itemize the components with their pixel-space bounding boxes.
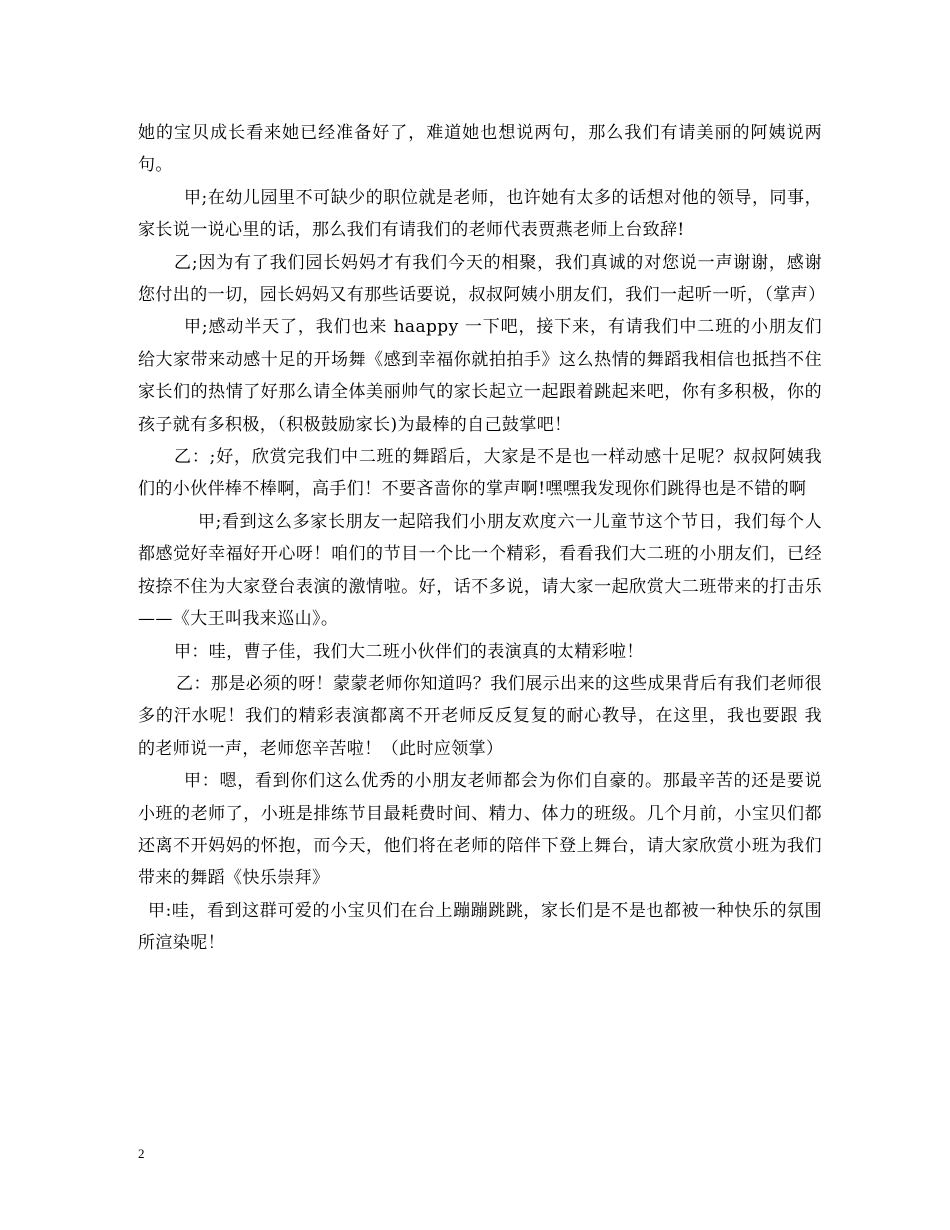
paragraph: 甲;感动半天了，我们也来 haappy 一下吧，接下来，有请我们中二班的小朋友们给大家带来动感十足的开场舞《感到幸福你就拍拍手》这么热情的舞蹈我相信也抵挡不住家长们的热情了好那么请全体美丽帅气的家长起立一起跟着跳起来吧，你有多积极，你的孩子就有多积极，（积极鼓励家长)为最棒的自己鼓掌吧！ xyxy=(138,317,822,435)
page-number: 2 xyxy=(138,1146,145,1161)
paragraph: 甲;看到这么多家长朋友一起陪我们小朋友欢度六一儿童节这个节日，我们每个人都感觉好幸福好开心呀！咱们的节目一个比一个精彩，看看我们大二班的小朋友们，已经按捺不住为大家登台表演的激情啦。好，话不多说，请大家一起欣赏大二班带来的打击乐——《大王叫我来巡山》。 xyxy=(138,511,822,630)
document-body xyxy=(138,117,826,960)
paragraph: 她的宝贝成长看来她已经准备好了，难道她也想说两句，那么我们有请美丽的阿姨说两句。 xyxy=(138,123,822,176)
paragraph: 甲：哇，曹子佳，我们大二班小伙伴们的表演真的太精彩啦！ xyxy=(174,641,644,662)
paragraph: 乙：那是必须的呀！蒙蒙老师你知道吗？我们展示出来的这些成果背后有我们老师很多的汗水呢！我们的精彩表演都离不开老师反反复复的耐心教导，在这里，我也要跟 我的老师说一声，老师您辛苦啦！（此时应领掌） xyxy=(138,673,822,759)
paragraph: 甲;在幼儿园里不可缺少的职位就是老师，也许她有太多的话想对他的领导，同事，家长说一说心里的话，那么我们有请我们的老师代表贾燕老师上台致辞! xyxy=(138,187,822,241)
paragraph: 甲：嗯，看到你们这么优秀的小朋友老师都会为你们自豪的。那最辛苦的还是要说小班的老师了，小班是排练节目最耗费时间、精力、体力的班级。几个月前，小宝贝们都还离不开妈妈的怀抱，而今天，他们将在老师的陪伴下登上舞台，请大家欣赏小班为我们带来的舞蹈《快乐崇拜》 xyxy=(138,771,822,889)
paragraph: 甲:哇，看到这群可爱的小宝贝们在台上蹦蹦跳跳，家长们是不是也都被一种快乐的氛围所渲染呢！ xyxy=(138,900,822,954)
paragraph: 乙;因为有了我们园长妈妈才有我们今天的相聚，我们真诚的对您说一声谢谢，感谢您付出的一切，园长妈妈又有那些话要说，叔叔阿姨小朋友们，我们一起听一听，（掌声） xyxy=(138,252,826,306)
paragraph: 乙：;好，欣赏完我们中二班的舞蹈后，大家是不是也一样动感十足呢？叔叔阿姨我们的小伙伴棒不棒啊，高手们！不要吝啬你的掌声啊!嘿嘿我发现你们跳得也是不错的啊 xyxy=(138,447,822,500)
